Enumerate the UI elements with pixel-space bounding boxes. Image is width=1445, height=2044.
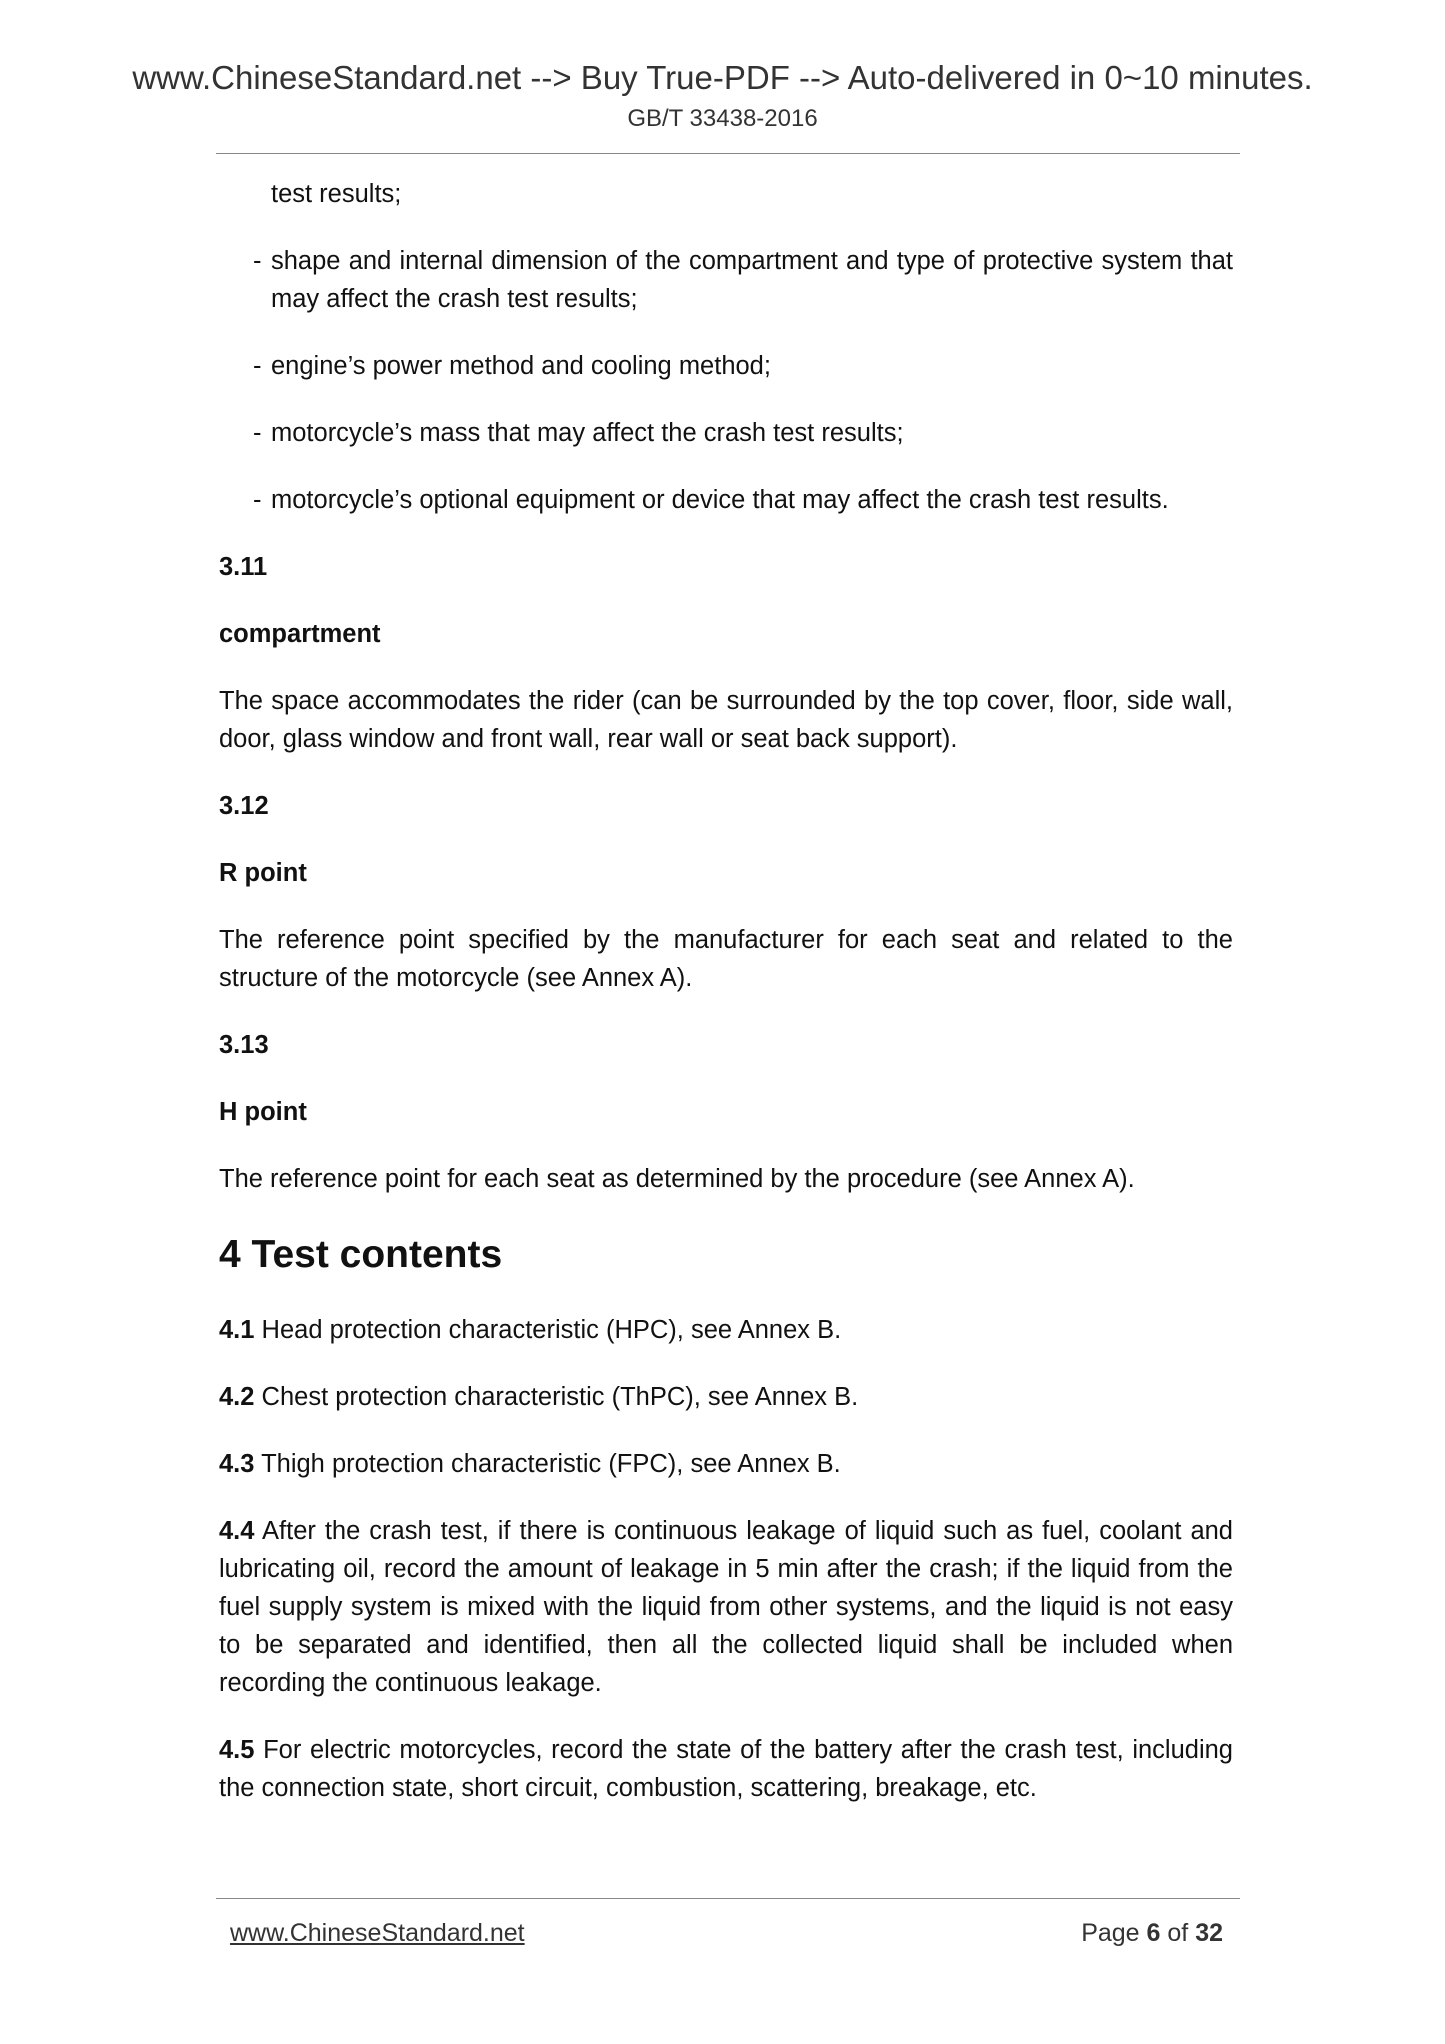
page-total: 32	[1195, 1919, 1223, 1947]
clause-number: 4.3	[219, 1450, 255, 1478]
list-item	[219, 414, 1233, 452]
list-item	[219, 242, 1233, 318]
term-name: H point	[219, 1098, 307, 1126]
clause	[219, 1378, 1233, 1416]
term-definition: The reference point specified by the manufacturer for each seat and related to the structure of the motorcycle (see Annex A).	[219, 926, 1233, 992]
list-item	[219, 481, 1233, 519]
term-number: 3.11	[219, 553, 268, 581]
list-dash: -	[253, 247, 262, 275]
clause-text: Thigh protection characteristic (FPC), see Annex B.	[254, 1450, 841, 1478]
clause-number: 4.4	[219, 1517, 255, 1545]
list-dash: -	[253, 419, 262, 447]
clause-number: 4.2	[219, 1383, 255, 1411]
clause-number: 4.1	[219, 1316, 255, 1344]
list-item-text: motorcycle’s mass that may affect the crash test results;	[271, 419, 904, 447]
section-title: 4 Test contents	[219, 1233, 503, 1276]
term-definition: The reference point for each seat as determined by the procedure (see Annex A).	[219, 1165, 1135, 1193]
continued-list-text: test results;	[271, 180, 402, 208]
list-item-text: motorcycle’s optional equipment or device that may affect the crash test results.	[271, 486, 1169, 514]
footer-divider	[216, 1898, 1240, 1899]
term-number: 3.12	[219, 792, 269, 820]
page-of: of	[1160, 1919, 1196, 1947]
term-name: R point	[219, 859, 307, 887]
clause	[219, 1512, 1233, 1702]
clause-number: 4.5	[219, 1736, 255, 1764]
clause-text: Head protection characteristic (HPC), see Annex B.	[254, 1316, 842, 1344]
header-divider	[216, 153, 1240, 154]
clause-text: For electric motorcycles, record the state of the battery after the crash test, including the connection state, short circuit, combustion, scattering, breakage, etc.	[219, 1736, 1233, 1802]
page-content	[219, 175, 1233, 1836]
list-item-text: engine’s power method and cooling method;	[271, 352, 771, 380]
clause	[219, 1445, 1233, 1483]
term-name: compartment	[219, 620, 381, 648]
header-banner: www.ChineseStandard.net --> Buy True-PDF --> Auto-delivered in 0~10 minutes.	[132, 59, 1313, 96]
page-current: 6	[1146, 1919, 1161, 1947]
footer-site-link[interactable]: www.ChineseStandard.net	[230, 1919, 525, 1947]
list-dash: -	[253, 486, 262, 514]
clause	[219, 1311, 1233, 1349]
standard-number: GB/T 33438-2016	[627, 105, 818, 132]
list-dash: -	[253, 352, 262, 380]
page-number	[1081, 1917, 1223, 1949]
clause-text: Chest protection characteristic (ThPC), see Annex B.	[254, 1383, 859, 1411]
term-definition: The space accommodates the rider (can be surrounded by the top cover, floor, side wall, door, glass window and front wall, rear wall or seat back support).	[219, 687, 1233, 753]
list-item	[219, 347, 1233, 385]
clause-text: After the crash test, if there is continuous leakage of liquid such as fuel, coolant and lubricating oil, record the amount of leakage in 5 min after the crash; if the liquid from the fuel supply system is mixed with the liquid from other systems, and the liquid is not easy to be separated and identified, then all the collected liquid shall be included when recording the continuous leakage.	[219, 1517, 1233, 1697]
clause	[219, 1731, 1233, 1807]
list-item-text: shape and internal dimension of the compartment and type of protective system that may affect the crash test results;	[271, 247, 1233, 313]
page-prefix: Page	[1081, 1919, 1147, 1947]
term-number: 3.13	[219, 1031, 269, 1059]
